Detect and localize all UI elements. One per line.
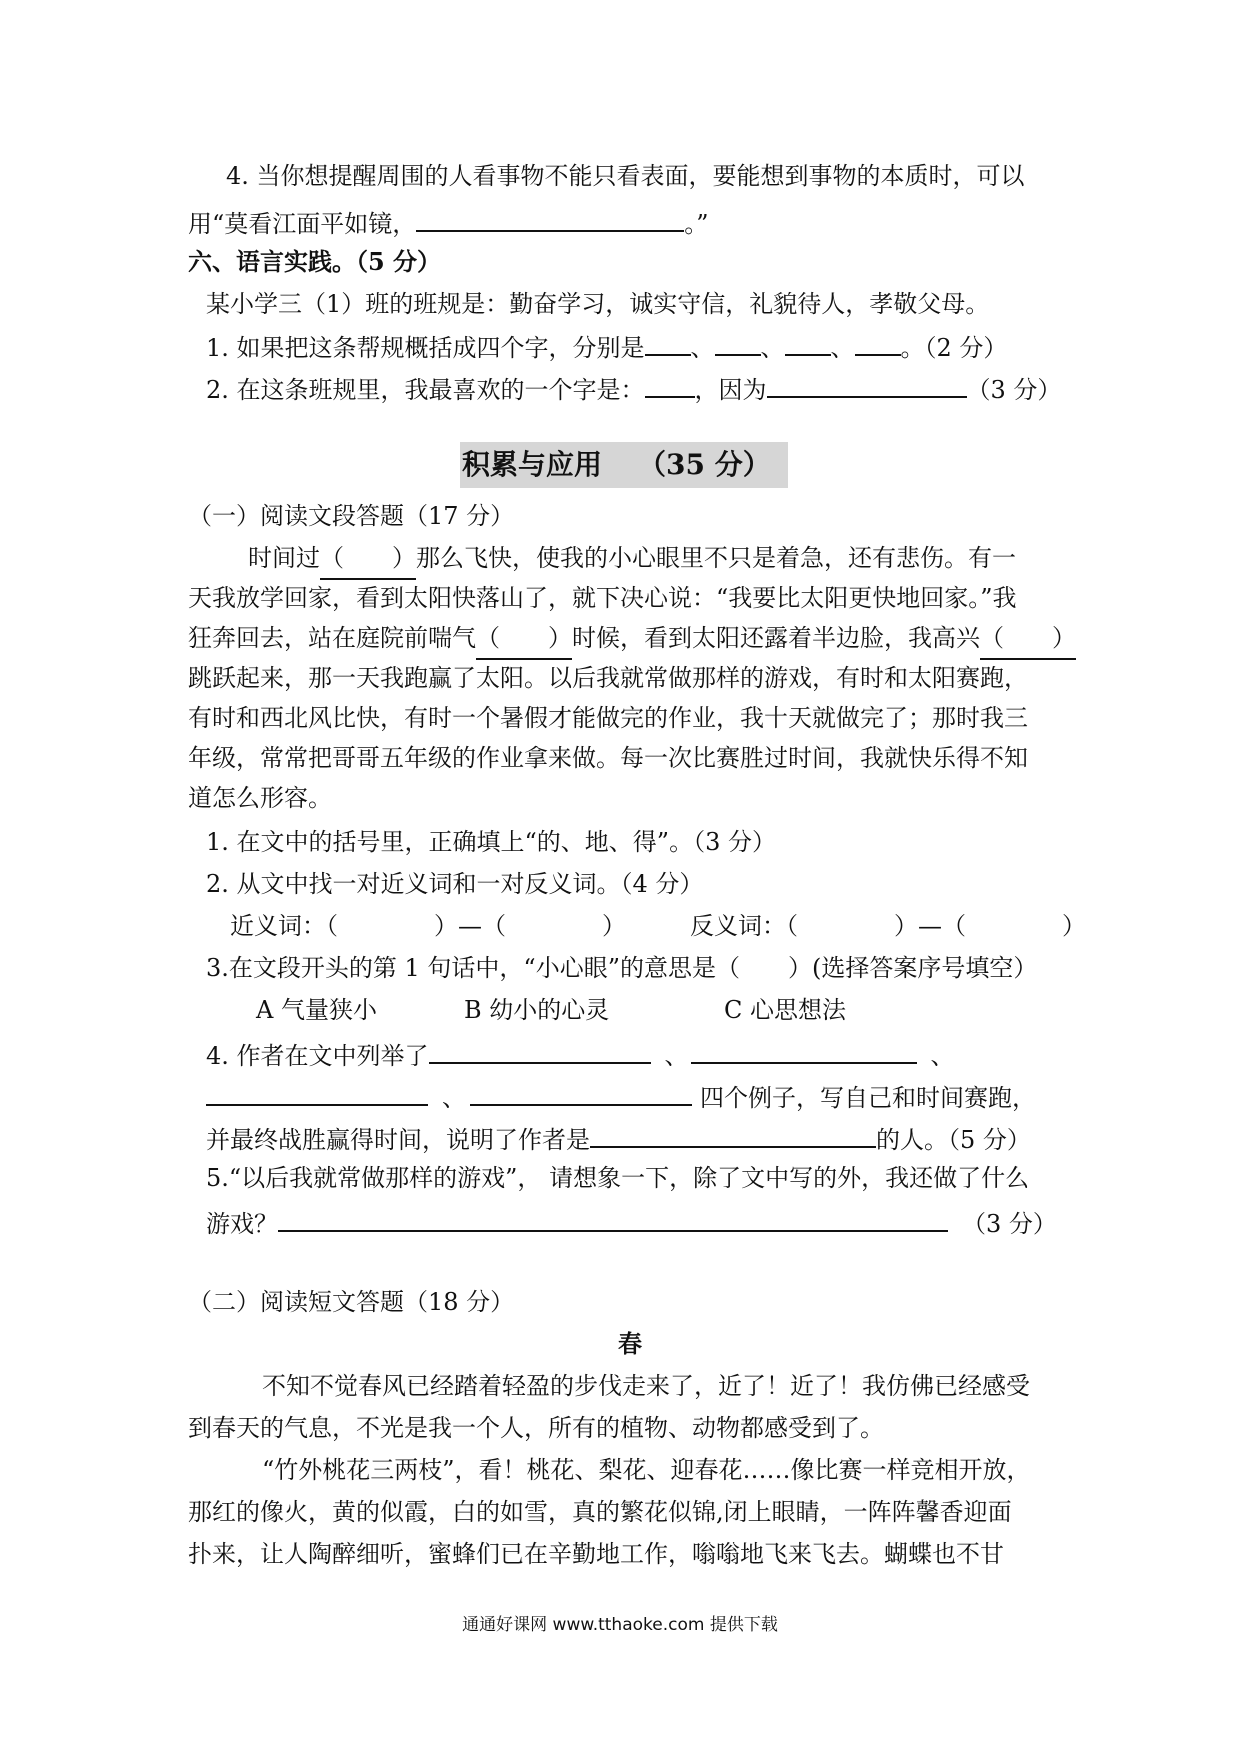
passage-line-2: 天我放学回家，看到太阳快落山了，就下决心说：“我要比太阳更快地回家。”我 — [188, 584, 1017, 612]
section6-q2-blank-char[interactable] — [645, 366, 695, 398]
passage-text: 狂奔回去，站在庭院前喘气 — [188, 624, 476, 652]
passage-paren-blank-3[interactable]: （ ） — [980, 618, 1076, 660]
part2-heading: （二）阅读短文答题（18 分） — [188, 1288, 515, 1316]
part1-q4-line3 — [206, 1116, 1031, 1160]
q4-sep: 、 — [442, 1084, 466, 1112]
part1-q5-line2 — [206, 1200, 1057, 1244]
q4-line2 — [188, 200, 709, 244]
part1-q1: 1. 在文中的括号里，正确填上“的、地、得”。（3 分） — [206, 828, 776, 856]
q3-option-b[interactable]: B 幼小的心灵 — [464, 996, 610, 1024]
part2-article-title: 春 — [618, 1329, 642, 1358]
q3-option-a[interactable]: A 气量狭小 — [256, 996, 377, 1024]
q4-example-blank-2[interactable] — [691, 1032, 917, 1064]
passage-text: 时间过 — [248, 544, 320, 572]
q4-answer-blank[interactable] — [416, 200, 684, 232]
section6-q2-blank-reason[interactable] — [767, 366, 967, 398]
part1-q5-line1: 5.“以后我就常做那样的游戏”， 请想象一下，除了文中写的外，我还做了什么 — [206, 1164, 1030, 1192]
section6-q1-sep: 、 — [830, 334, 855, 362]
article-line: 不知不觉春风已经踏着轻盈的步伐走来了，近了！近了！我仿佛已经感受 — [262, 1372, 1030, 1400]
q4-example-blank-4[interactable] — [470, 1074, 692, 1106]
section6-q2-suffix: （3 分） — [966, 376, 1062, 404]
passage-text: 那么飞快，使我的小心眼里不只是着急，还有悲伤。有一 — [416, 544, 1016, 572]
article-line: 扑来，让人陶醉细听，蜜蜂们已在辛勤地工作，嗡嗡地飞来飞去。蝴蝶也不甘 — [188, 1540, 1004, 1568]
page-footer: 通通好课网 www.tthaoke.com 提供下载 — [462, 1615, 778, 1635]
section6-q1-blank-1[interactable] — [645, 324, 691, 356]
q4-line3-prefix: 并最终战胜赢得时间，说明了作者是 — [206, 1126, 590, 1154]
part1-q4-line1 — [206, 1032, 955, 1076]
q4-example-blank-3[interactable] — [206, 1074, 428, 1106]
passage-line-6: 年级，常常把哥哥五年级的作业拿来做。每一次比赛胜过时间，我就快乐得不知 — [188, 744, 1028, 772]
part1-q3: 3.在文段开头的第 1 句话中，“小心眼”的意思是（ ）(选择答案序号填空） — [206, 954, 1038, 982]
section-title: 积累与应用 — [462, 448, 603, 481]
passage-line-4: 跳跃起来，那一天我跑赢了太阳。以后我就常做那样的游戏，有时和太阳赛跑， — [188, 664, 1028, 692]
section6-q1-prefix: 1. 如果把这条帮规概括成四个字，分别是 — [206, 334, 645, 362]
part1-q4-line2 — [206, 1074, 1036, 1118]
q4-line2-suffix: 四个例子，写自己和时间赛跑， — [700, 1084, 1036, 1112]
section6-q1 — [206, 324, 1007, 368]
passage-text: 时候，看到太阳还露着半边脸，我高兴 — [572, 624, 980, 652]
section6-q1-blank-3[interactable] — [785, 324, 831, 356]
section6-q1-sep: 、 — [760, 334, 785, 362]
q5-prefix: 游戏？ — [206, 1210, 278, 1238]
q4-sep: 、 — [664, 1042, 689, 1070]
part1-heading: （一）阅读文段答题（17 分） — [188, 502, 515, 530]
section6-title: 六、语言实践。（5 分） — [188, 247, 442, 276]
section-score: （35 分） — [638, 448, 771, 481]
part1-q2-antonyms[interactable]: 反义词：（ ）—（ ） — [690, 912, 1086, 940]
section6-q2-mid: ，因为 — [694, 376, 767, 404]
q4-prefix: 4. 作者在文中列举了 — [206, 1042, 429, 1070]
section6-intro: 某小学三（1）班的班规是：勤奋学习，诚实守信，礼貌待人，孝敬父母。 — [206, 290, 990, 318]
q3-option-c[interactable]: C 心思想法 — [724, 996, 846, 1024]
article-line: 那红的像火，黄的似霞，白的如雪，真的繁花似锦,闭上眼睛，一阵阵馨香迎面 — [188, 1498, 1012, 1526]
article-line: “竹外桃花三两枝”，看！桃花、梨花、迎春花……像比赛一样竞相开放， — [262, 1456, 1031, 1484]
passage-line-5: 有时和西北风比快，有时一个暑假才能做完的作业，我十天就做完了；那时我三 — [188, 704, 1028, 732]
passage-paren-blank-1[interactable]: （ ） — [320, 538, 416, 580]
passage-line-3 — [188, 618, 1076, 660]
part1-q2: 2. 从文中找一对近义词和一对反义词。（4 分） — [206, 870, 704, 898]
section6-q1-blank-4[interactable] — [855, 324, 901, 356]
section6-q1-suffix: 。（2 分） — [900, 334, 1008, 362]
section-title-box — [460, 442, 788, 488]
passage-line-7: 道怎么形容。 — [188, 784, 332, 812]
part1-q2-synonyms[interactable]: 近义词：（ ）—（ ） — [230, 912, 626, 940]
q5-answer-blank[interactable] — [278, 1200, 948, 1232]
q4-example-blank-1[interactable] — [429, 1032, 651, 1064]
section6-q1-blank-2[interactable] — [715, 324, 761, 356]
q4-trait-blank[interactable] — [590, 1116, 876, 1148]
q4-line1: 4. 当你想提醒周围的人看事物不能只看表面，要能想到事物的本质时，可以 — [226, 162, 1025, 190]
passage-line-1 — [248, 538, 1016, 580]
passage-paren-blank-2[interactable]: （ ） — [476, 618, 572, 660]
q4-line2-suffix: 。” — [684, 210, 709, 238]
article-line: 到春天的气息，不光是我一个人，所有的植物、动物都感受到了。 — [188, 1414, 884, 1442]
q4-line2-prefix: 用“莫看江面平如镜， — [188, 210, 417, 238]
section6-q1-sep: 、 — [690, 334, 715, 362]
section6-q2 — [206, 366, 1061, 410]
q4-line3-suffix: 的人。（5 分） — [876, 1126, 1031, 1154]
section6-q2-prefix: 2. 在这条班规里，我最喜欢的一个字是： — [206, 376, 645, 404]
q4-sep: 、 — [930, 1042, 955, 1070]
q5-suffix: （3 分） — [962, 1210, 1057, 1238]
